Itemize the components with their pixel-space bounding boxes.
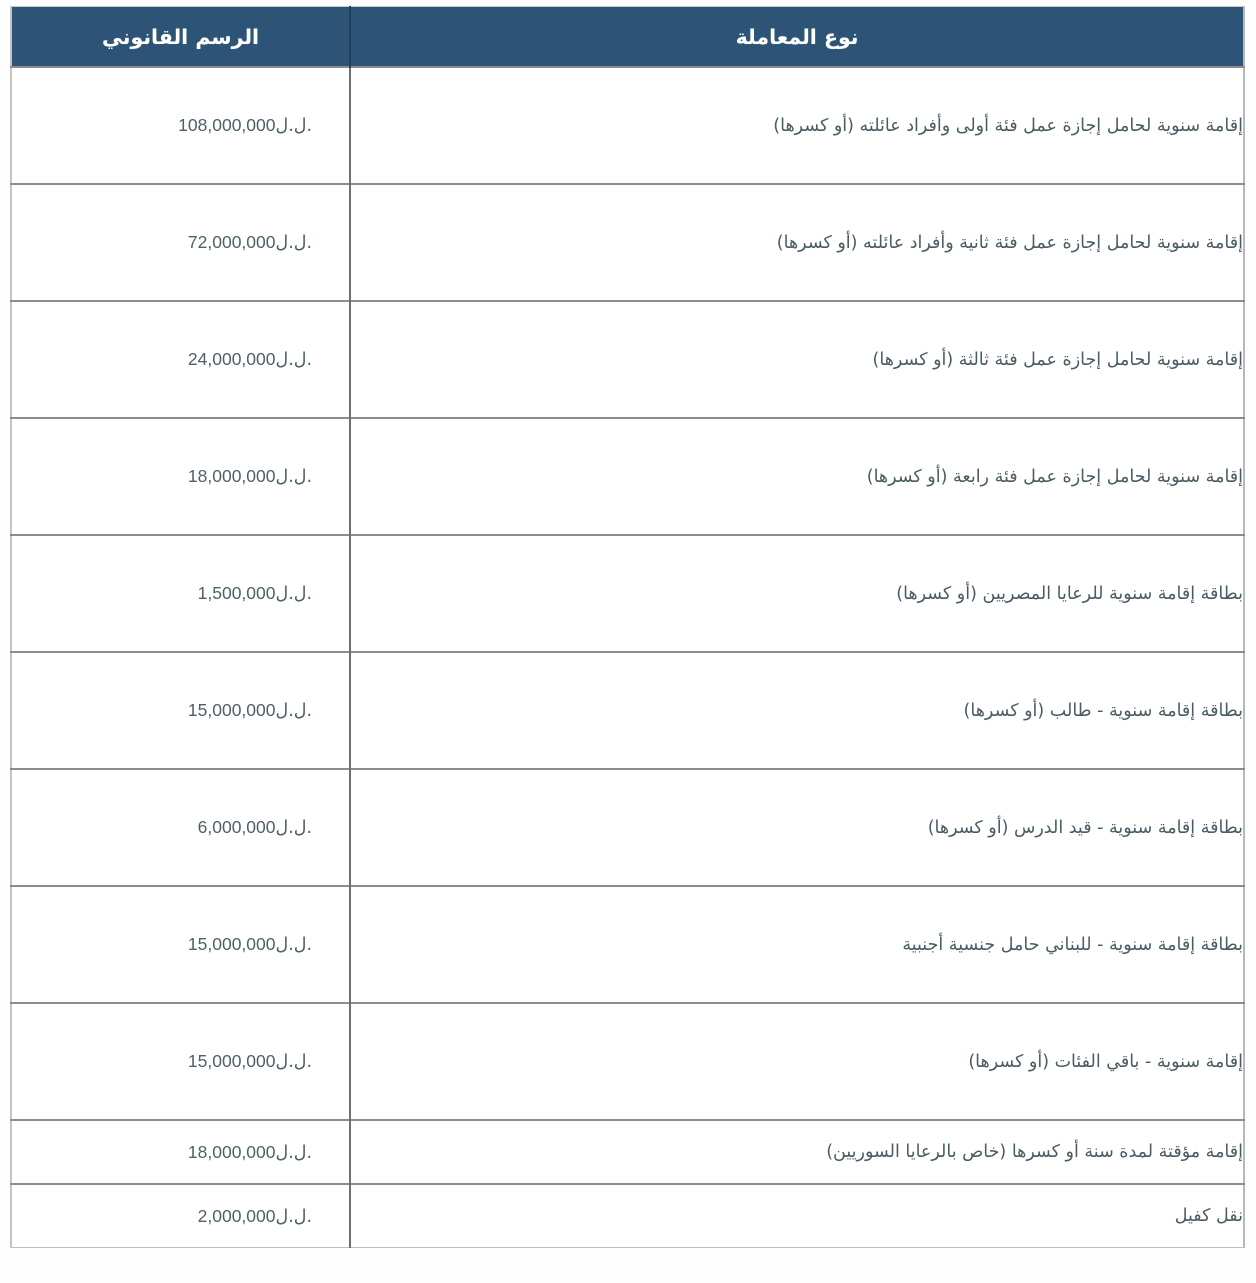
- cell-legal-fee: [11, 535, 350, 652]
- table-row: [11, 1184, 1244, 1248]
- column-header-legal-fee: الرسم القانوني: [11, 7, 350, 68]
- cell-legal-fee: [11, 418, 350, 535]
- cell-legal-fee: [11, 652, 350, 769]
- table-row: [11, 769, 1244, 886]
- table-row: [11, 1003, 1244, 1120]
- fee-currency: ل.ل.: [275, 233, 313, 253]
- table-row: [11, 535, 1244, 652]
- cell-legal-fee: [11, 184, 350, 301]
- fee-currency: ل.ل.: [275, 1206, 313, 1227]
- fee-amount: 18,000,000: [187, 1141, 276, 1162]
- cell-legal-fee: [11, 67, 350, 184]
- cell-transaction-type: إقامة سنوية لحامل إجازة عمل فئة رابعة (أو كسرها): [350, 418, 1244, 535]
- fee-amount: 24,000,000: [187, 349, 276, 369]
- cell-transaction-type: بطاقة إقامة سنوية - طالب (أو كسرها): [350, 652, 1244, 769]
- cell-transaction-type: بطاقة إقامة سنوية - للبناني حامل جنسية أجنبية: [350, 886, 1244, 1003]
- table-row: [11, 67, 1244, 184]
- cell-transaction-type: نقل كفيل: [350, 1184, 1244, 1248]
- cell-transaction-type: بطاقة إقامة سنوية - قيد الدرس (أو كسرها): [350, 769, 1244, 886]
- fee-currency: ل.ل.: [275, 1052, 313, 1072]
- cell-legal-fee: [11, 1120, 350, 1184]
- fee-amount: 15,000,000: [187, 934, 276, 954]
- fee-currency: ل.ل.: [275, 701, 313, 721]
- fee-amount: 1,500,000: [197, 583, 276, 603]
- fee-amount: 6,000,000: [197, 817, 276, 837]
- fee-currency: ل.ل.: [275, 116, 313, 136]
- fee-currency: ل.ل.: [275, 1142, 313, 1163]
- fee-amount: 15,000,000: [187, 700, 276, 720]
- table-body: [11, 67, 1244, 1248]
- cell-transaction-type: إقامة مؤقتة لمدة سنة أو كسرها (خاص بالرعايا السوريين): [350, 1120, 1244, 1184]
- fee-amount: 15,000,000: [187, 1051, 276, 1071]
- table-row: [11, 418, 1244, 535]
- cell-legal-fee: [11, 1184, 350, 1248]
- cell-legal-fee: [11, 301, 350, 418]
- cell-transaction-type: إقامة سنوية لحامل إجازة عمل فئة ثانية وأفراد عائلته (أو كسرها): [350, 184, 1244, 301]
- fee-currency: ل.ل.: [275, 467, 313, 487]
- column-header-transaction-type: نوع المعاملة: [350, 7, 1244, 68]
- fee-amount: 108,000,000: [178, 115, 276, 135]
- cell-legal-fee: [11, 769, 350, 886]
- table-row: [11, 886, 1244, 1003]
- cell-transaction-type: بطاقة إقامة سنوية للرعايا المصريين (أو كسرها): [350, 535, 1244, 652]
- fee-currency: ل.ل.: [275, 350, 313, 370]
- cell-legal-fee: [11, 1003, 350, 1120]
- fee-amount: 72,000,000: [187, 232, 276, 252]
- cell-transaction-type: إقامة سنوية لحامل إجازة عمل فئة ثالثة (أو كسرها): [350, 301, 1244, 418]
- cell-legal-fee: [11, 886, 350, 1003]
- table-header: [11, 7, 1244, 68]
- table-row: [11, 184, 1244, 301]
- fee-currency: ل.ل.: [275, 935, 313, 955]
- cell-transaction-type: إقامة سنوية لحامل إجازة عمل فئة أولى وأفراد عائلته (أو كسرها): [350, 67, 1244, 184]
- fee-currency: ل.ل.: [275, 584, 313, 604]
- table-row: [11, 652, 1244, 769]
- fee-amount: 18,000,000: [187, 466, 276, 486]
- fee-currency: ل.ل.: [275, 818, 313, 838]
- table-header-row: [11, 7, 1244, 68]
- fee-amount: 2,000,000: [197, 1205, 276, 1226]
- cell-transaction-type: إقامة سنوية - باقي الفئات (أو كسرها): [350, 1003, 1244, 1120]
- table-row: [11, 301, 1244, 418]
- legal-fees-table: [10, 6, 1245, 1248]
- table-row: [11, 1120, 1244, 1184]
